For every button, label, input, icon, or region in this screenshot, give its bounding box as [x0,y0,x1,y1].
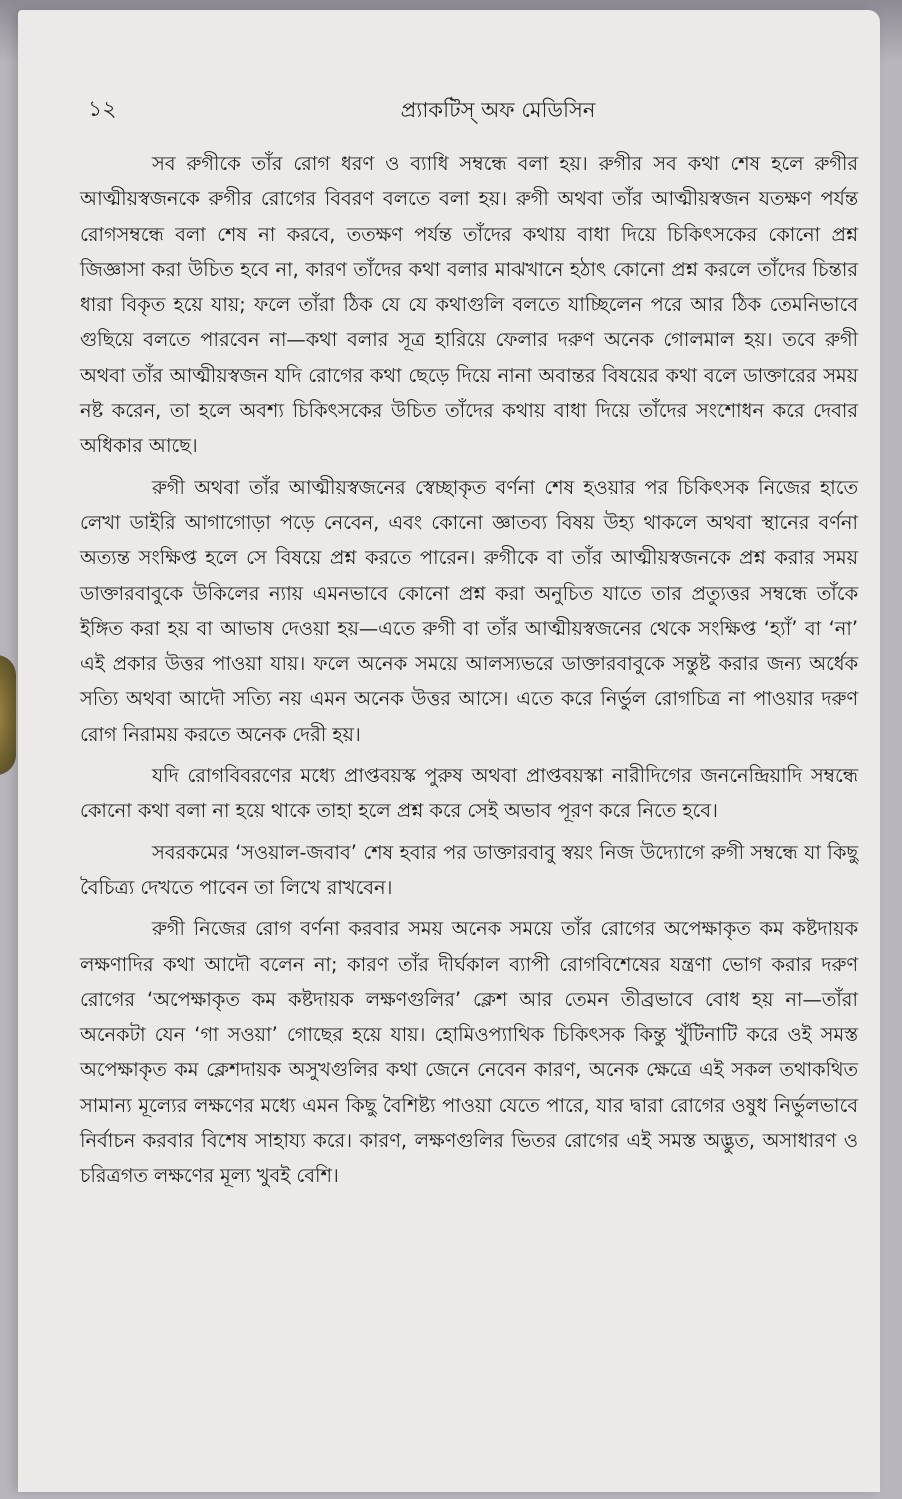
paragraph: সবরকমের ‘সওয়াল-জবাব’ শেষ হবার পর ডাক্তারবাবু স্বয়ং নিজ উদ্যোগে রুগী সম্বন্ধে যা কিছু বৈচিত্র্য দেখতে পাবেন তা লিখে রাখবেন। [80,840,858,899]
page-header [88,95,850,127]
holding-thumb [0,655,16,775]
paragraph: রুগী নিজের রোগ বর্ণনা করবার সময় অনেক সময়ে তাঁর রোগের অপেক্ষাকৃত কম কষ্টদায়ক লক্ষণাদির কথা আদৌ বলেন না; কারণ তাঁর দীর্ঘকাল ব্যাপী রোগবিশেষের যন্ত্রণা ভোগ করার দরুণ রোগের ‘অপেক্ষাকৃত কম কষ্টদায়ক লক্ষণগুলির’ ক্লেশ আর তেমন তীব্রভাবে বোধ হয় না—তাঁরা অনেকটা যেন ‘গা সওয়া’ গোছের হয়ে যায়। হোমিওপ্যাথিক চিকিৎসক কিন্তু খুঁটিনাটি করে ওই সমস্ত অপেক্ষাকৃত কম ক্লেশদায়ক অসুখগুলির কথা জেনে নেবেন কারণ, অনেক ক্ষেত্রে এই সকল তথাকথিত সামান্য মূল্যের লক্ষণের মধ্যে এমন কিছু বৈশিষ্ট্য পাওয়া যেতে পারে, যার দ্বারা রোগের ওষুধ নির্ভুলভাবে নির্বাচন করবার বিশেষ সাহায্য করে। কারণ, লক্ষণগুলির ভিতর রোগের এই সমস্ত অদ্ভুত, অসাধারণ ও চরিত্রগত লক্ষণের মূল্য খুবই বেশি। [80,917,858,1188]
book-page [18,10,880,1492]
page-number: ১২ [88,97,117,122]
body-text [80,146,858,1200]
paragraph: যদি রোগবিবরণের মধ্যে প্রাপ্তবয়স্ক পুরুষ অথবা প্রাপ্তবয়স্কা নারীদিগের জননেন্দ্রিয়াদি সম্বন্ধে কোনো কথা বলা না হয়ে থাকে তাহা হলে প্রশ্ন করে সেই অভাব পূরণ করে নিতে হবে। [80,764,858,823]
paragraph: সব রুগীকে তাঁর রোগ ধরণ ও ব্যাধি সম্বন্ধে বলা হয়। রুগীর সব কথা শেষ হলে রুগীর আত্মীয়স্বজনকে রুগীর রোগের বিবরণ বলতে বলা হয়। রুগী অথবা তাঁর আত্মীয়স্বজন যতক্ষণ পর্যন্ত রোগসম্বন্ধে বলা শেষ না করবে, ততক্ষণ পর্যন্ত তাঁদের কথায় বাধা দিয়ে চিকিৎসকের কোনো প্রশ্ন জিজ্ঞাসা করা উচিত হবে না, কারণ তাঁদের কথা বলার মাঝখানে হঠাৎ কোনো প্রশ্ন করলে তাঁদের চিন্তার ধারা বিকৃত হয়ে যায়; ফলে তাঁরা ঠিক যে যে কথাগুলি বলতে যাচ্ছিলেন পরে আর ঠিক তেমনিভাবে গুছিয়ে বলতে পারবেন না—কথা বলার সূত্র হারিয়ে ফেলার দরুণ অনেক গোলমাল হয়। তবে রুগী অথবা তাঁর আত্মীয়স্বজন যদি রোগের কথা ছেড়ে দিয়ে নানা অবান্তর বিষয়ের কথা বলে ডাক্তারের সময় নষ্ট করেন, তা হলে অবশ্য চিকিৎসকের উচিত তাঁদের কথায় বাধা দিয়ে তাঁদের সংশোধন করে দেবার অধিকার আছে। [80,152,858,458]
paragraph: রুগী অথবা তাঁর আত্মীয়স্বজনের স্বেচ্ছাকৃত বর্ণনা শেষ হওয়ার পর চিকিৎসক নিজের হাতে লেখা ডাইরি আগাগোড়া পড়ে নেবেন, এবং কোনো জ্ঞাতব্য বিষয় উহ্য থাকলে অথবা স্থানের বর্ণনা অত্যন্ত সংক্ষিপ্ত হলে সে বিষয়ে প্রশ্ন করতে পারেন। রুগীকে বা তাঁর আত্মীয়স্বজনকে প্রশ্ন করার সময় ডাক্তারবাবুকে উকিলের ন্যায় এমনভাবে কোনো প্রশ্ন করা অনুচিত যাতে তার প্রত্যুত্তর সম্বন্ধে তাঁকে ইঙ্গিত করা হয় বা আভাষ দেওয়া হয়—এতে রুগী বা তাঁর আত্মীয়স্বজনের থেকে সংক্ষিপ্ত ‘হ্যাঁ’ বা ‘না’ এই প্রকার উত্তর পাওয়া যায়। ফলে অনেক সময়ে আলস্যভরে ডাক্তারবাবুকে সন্তুষ্ট করার জন্য অর্ধেক সত্যি অথবা আদৌ সত্যি নয় এমন অনেক উত্তর আসে। এতে করে নির্ভুল রোগচিত্র না পাওয়ার দরুণ রোগ নিরাময় করতে অনেক দেরী হয়। [80,475,858,746]
running-title: প্র্যাকটিস্ অফ মেডিসিন [400,98,596,122]
